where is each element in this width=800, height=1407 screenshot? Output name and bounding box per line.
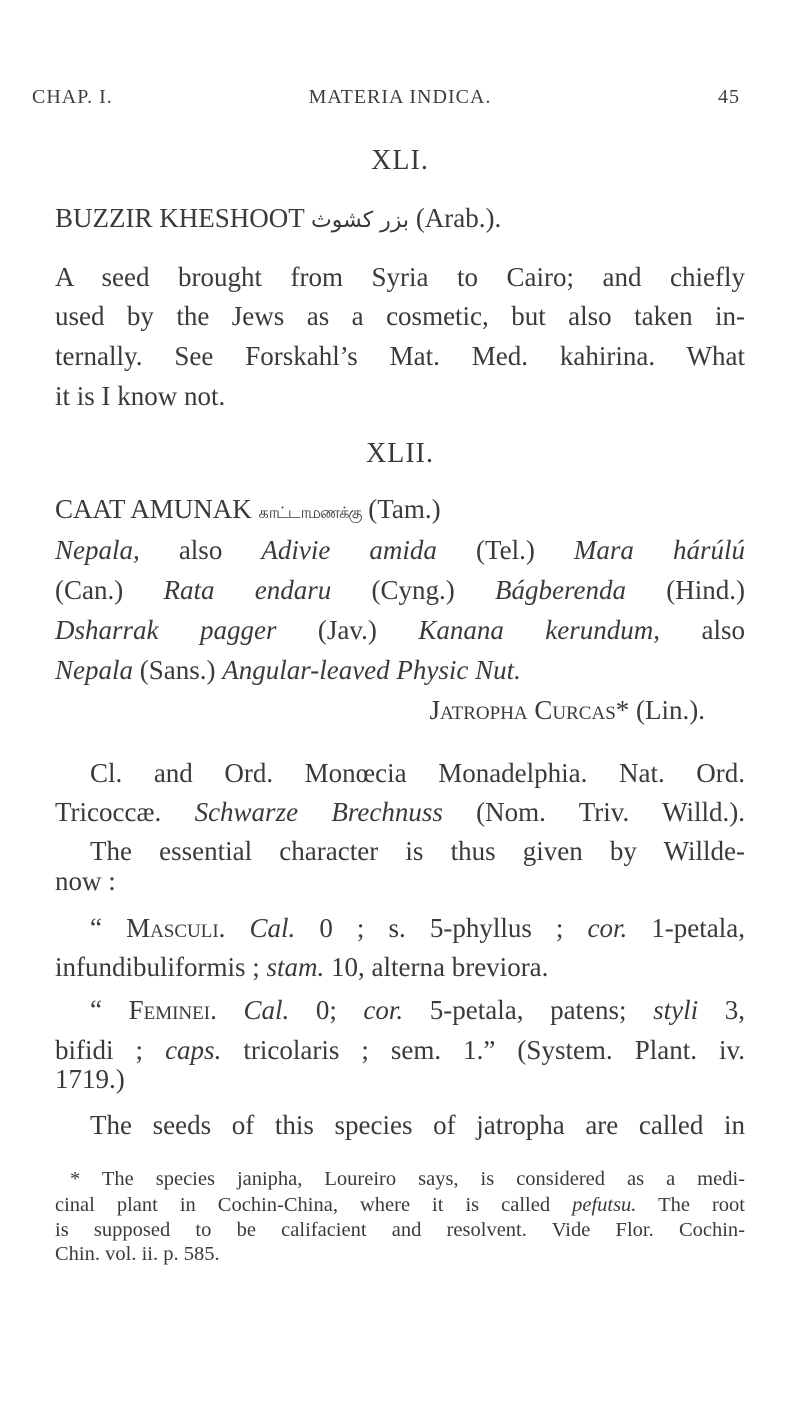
names-line-5 xyxy=(55,695,705,726)
section-number-42: XLII. xyxy=(366,438,434,469)
names-line-2 xyxy=(55,575,745,606)
lang-sans: (Sans.) xyxy=(133,655,223,685)
section-number-41: XLI. xyxy=(371,145,429,176)
text: also xyxy=(660,615,745,645)
abbr-cor: cor. xyxy=(587,913,628,943)
lang-lin: (Lin.). xyxy=(629,695,705,725)
name-nepala: Nepala, xyxy=(55,535,140,565)
closing-line: The seeds of this species of jatropha are called in xyxy=(90,1110,745,1140)
label-feminei: Feminei. xyxy=(128,995,217,1025)
abbr-stam: stam. xyxy=(266,952,325,982)
footnote-line: Chin. vol. ii. p. 585. xyxy=(55,1243,220,1265)
text: 10, alterna breviora. xyxy=(324,952,549,982)
title-arabic: بزر كشوث xyxy=(311,208,410,233)
body-line: it is I know not. xyxy=(55,381,226,411)
text: 5-petala, patens; xyxy=(403,995,654,1025)
title-tamil: காட்டாமணக்கு xyxy=(258,503,362,522)
text: infundibuliformis ; xyxy=(55,952,267,982)
text: also xyxy=(139,535,262,565)
feminei-line-1 xyxy=(90,995,745,1026)
abbr-cal: Cal. xyxy=(225,913,296,943)
names-line-3 xyxy=(55,615,745,646)
abbr-cal: Cal. xyxy=(216,995,290,1025)
title-lang: (Arab.). xyxy=(415,203,502,233)
lang-jav: (Jav.) xyxy=(276,615,419,645)
name-angular-leaved: Angular-leaved Physic Nut. xyxy=(222,655,521,685)
name-mara-harulu: Mara hárúlú xyxy=(573,535,746,565)
text: (Nom. Triv. Willd.). xyxy=(442,797,745,827)
classification-line xyxy=(55,797,745,828)
classification-line: The essential character is thus given by Willde- xyxy=(90,836,745,866)
text: 0 ; s. 5-phyllus ; xyxy=(295,913,588,943)
name-jatropha-curcas: Jatropha Curcas* xyxy=(429,695,630,725)
name-bagberenda: Bágberenda xyxy=(495,575,626,605)
text: 3, xyxy=(698,995,746,1025)
footnote-line xyxy=(55,1194,745,1217)
footnote-line: * The species janipha, Loureiro says, is considered as a medi- xyxy=(70,1168,745,1190)
lang-tel: (Tel.) xyxy=(436,535,574,565)
title-latin: BUZZIR KHESHOOT xyxy=(55,203,305,233)
quote: “ xyxy=(90,913,127,943)
name-pefutsu: pefutsu. xyxy=(572,1194,637,1216)
abbr-styli: styli xyxy=(653,995,699,1025)
text: bifidi ; xyxy=(55,1035,166,1065)
body-line: used by the Jews as a cosmetic, but also taken in- xyxy=(55,301,745,331)
name-nepala: Nepala xyxy=(55,655,133,685)
feminei-line-3: 1719.) xyxy=(55,1064,125,1094)
quote: “ xyxy=(90,995,129,1025)
text: The root xyxy=(636,1194,745,1216)
chapter-label: CHAP. I. xyxy=(32,86,113,108)
body-line: ternally. See Forskahl’s Mat. Med. kahirina. What xyxy=(55,341,745,371)
title-latin: CAAT AMUNAK xyxy=(55,494,252,524)
footnote-line: is supposed to be califacient and resolvent. Vide Flor. Cochin- xyxy=(55,1219,745,1241)
feminei-line-2 xyxy=(55,1035,745,1066)
masculi-line-2 xyxy=(55,952,745,983)
text: tricolaris ; sem. 1.” (System. Plant. iv. xyxy=(221,1035,746,1065)
classification-line: Cl. and Ord. Monœcia Monadelphia. Nat. Ord. xyxy=(90,758,745,788)
page-number: 45 xyxy=(718,86,740,108)
text: cinal plant in Cochin-China, where it is called xyxy=(55,1194,573,1216)
classification-line: now : xyxy=(55,866,116,896)
name-kanana-kerundum: Kanana kerundum, xyxy=(418,615,661,645)
abbr-caps: caps. xyxy=(165,1035,222,1065)
name-dsharrak-pagger: Dsharrak pagger xyxy=(55,615,277,645)
section-41-title xyxy=(55,203,745,234)
text: Tricoccæ. xyxy=(55,797,195,827)
text: 1-petala, xyxy=(627,913,746,943)
section-42-title xyxy=(55,494,745,525)
lang-cyng: (Cyng.) xyxy=(331,575,496,605)
running-head xyxy=(30,86,770,116)
lang-hind: (Hind.) xyxy=(626,575,745,605)
masculi-line-1 xyxy=(90,913,745,944)
text: 0; xyxy=(289,995,364,1025)
name-schwarze-brechnuss: Schwarze Brechnuss xyxy=(194,797,443,827)
label-masculi: Masculi. xyxy=(126,913,226,943)
names-line-1 xyxy=(55,535,745,566)
name-adivie-amida: Adivie amida xyxy=(261,535,437,565)
body-line: A seed brought from Syria to Cairo; and chiefly xyxy=(55,262,745,292)
title-lang: (Tam.) xyxy=(368,494,441,524)
lang-can: (Can.) xyxy=(55,575,164,605)
names-line-4 xyxy=(55,655,745,686)
name-rata-endaru: Rata endaru xyxy=(163,575,332,605)
book-title: MATERIA INDICA. xyxy=(308,86,492,108)
abbr-cor: cor. xyxy=(363,995,404,1025)
